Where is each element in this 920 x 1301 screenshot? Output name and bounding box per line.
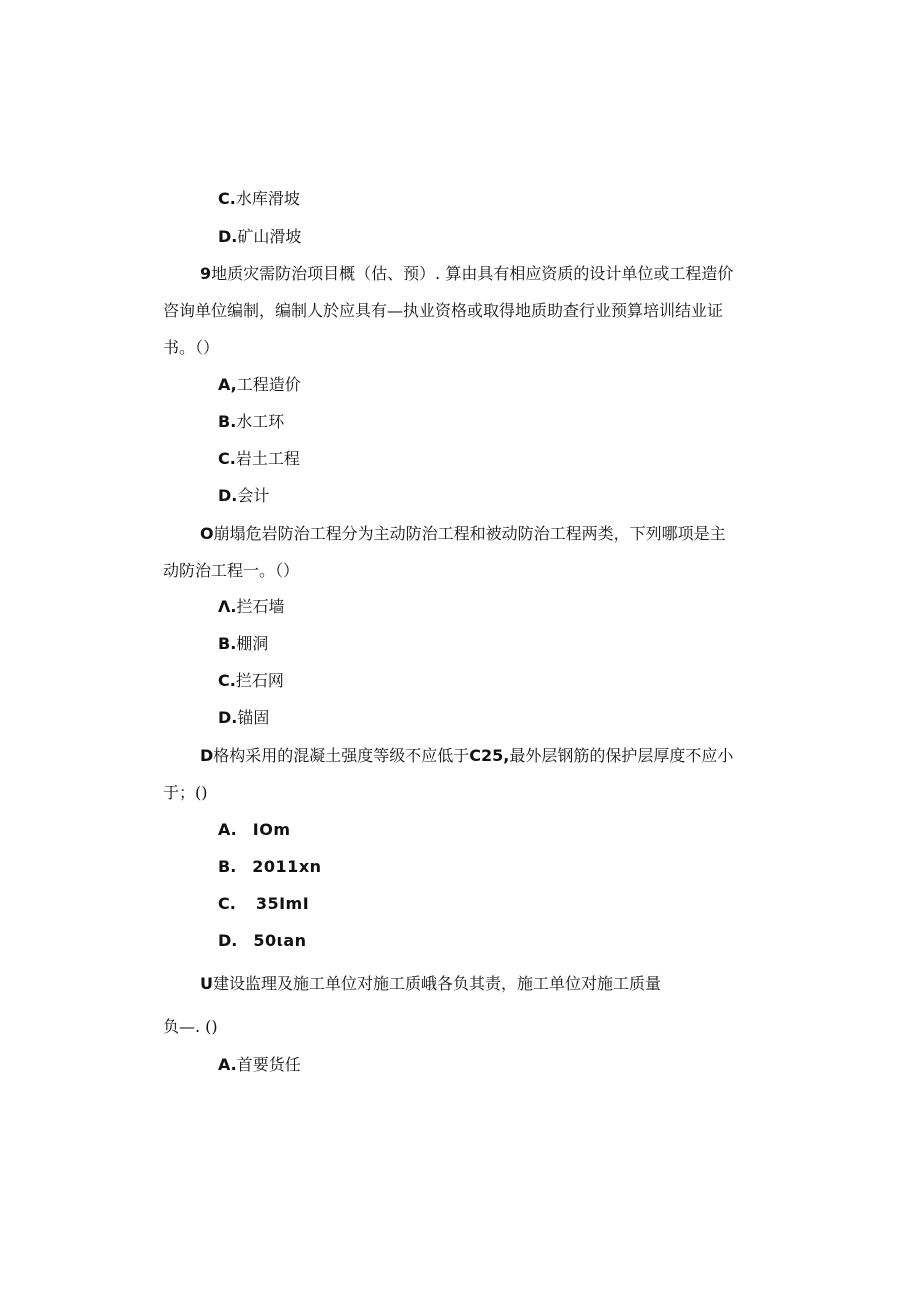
q12-stem-line-2	[163, 1017, 218, 1037]
option-text: 首要货任	[236, 1055, 301, 1074]
option-text: 棚洞	[236, 634, 269, 653]
option-text: 拦石墙	[236, 597, 285, 616]
question-text: 格构采用的混凝土强度等级不应低于	[213, 746, 470, 765]
q10-option-c	[218, 671, 284, 691]
option-text: 锚固	[237, 708, 270, 727]
option-letter: A.	[218, 1055, 237, 1074]
question-text: 建设监理及施工单位对施工质峨各负其责，施工单位对施工质量	[213, 974, 662, 993]
q11-option-d	[218, 931, 307, 951]
q9-option-a	[218, 375, 301, 395]
q9-option-d	[218, 486, 269, 506]
option-letter: A,	[218, 375, 237, 394]
option-letter: C.	[218, 449, 236, 468]
q9-stem-line-1	[200, 264, 733, 284]
question-text: 于；()	[163, 783, 208, 802]
q9-option-b	[218, 412, 284, 432]
option-text: 矿山滑坡	[237, 227, 302, 246]
question-number: U	[200, 974, 213, 993]
option-text: 拦石网	[235, 671, 284, 690]
question-text: 负—. ()	[163, 1017, 218, 1036]
option-text: 水工环	[236, 412, 285, 431]
option-letter: C.	[218, 189, 236, 208]
question-text: 地质灾需防治项目概（估、预）. 算由具有相应资质的设计单位或工程造价	[211, 264, 734, 283]
option-text: IOm	[252, 820, 291, 839]
option-letter: B.	[218, 857, 237, 876]
option-text: 岩土工程	[235, 449, 300, 468]
q11-option-b	[218, 857, 322, 877]
q12-stem-line-1	[200, 974, 661, 994]
q10-option-b	[218, 634, 268, 654]
option-letter: C.	[218, 671, 236, 690]
question-text: 崩塌危岩防治工程分为主动防治工程和被动防治工程两类，下列哪项是主	[213, 524, 726, 543]
option-text: 2011xn	[252, 857, 322, 876]
q10-option-d	[218, 708, 269, 728]
option-text: 35ImI	[255, 894, 310, 913]
option-letter: B.	[218, 634, 237, 653]
q12-option-a	[218, 1055, 301, 1075]
option-letter: C.	[218, 894, 236, 913]
option-text: 水库滑坡	[235, 189, 300, 208]
q9-option-c	[218, 449, 300, 469]
option-letter: D.	[218, 708, 238, 727]
option-letter: B.	[218, 412, 237, 431]
option-text: 会计	[237, 486, 270, 505]
q8-option-c	[218, 189, 300, 209]
option-letter: D.	[218, 486, 238, 505]
option-text: 工程造价	[236, 375, 301, 394]
option-letter: D.	[218, 227, 238, 246]
option-letter: D.	[218, 931, 238, 950]
option-text: 50ιan	[253, 931, 307, 950]
q11-stem-line-1	[200, 746, 733, 766]
q10-option-a	[218, 597, 284, 617]
q11-option-a	[218, 820, 291, 840]
q10-stem-line-1	[200, 524, 726, 544]
q10-stem-line-2	[163, 561, 299, 581]
question-text: 最外层钢筋的保护层厚度不应小	[509, 746, 734, 765]
question-text: 动防治工程一。（）	[163, 561, 300, 580]
option-letter: A.	[218, 820, 237, 839]
question-text: 书。（）	[163, 338, 220, 357]
q11-stem-line-2	[163, 783, 208, 803]
question-text: 咨询单位编制，编制人於应具有—执业资格或取得地质助查行业预算培训结业证	[163, 301, 724, 320]
concrete-grade: C25,	[469, 746, 510, 765]
q9-stem-line-2	[163, 301, 723, 321]
question-number: 9	[200, 264, 212, 283]
option-letter: Λ.	[218, 597, 237, 616]
q11-option-c	[218, 894, 309, 914]
question-number: O	[200, 524, 214, 543]
q9-stem-line-3	[163, 338, 219, 358]
question-number: D	[200, 746, 214, 765]
q8-option-d	[218, 227, 301, 247]
